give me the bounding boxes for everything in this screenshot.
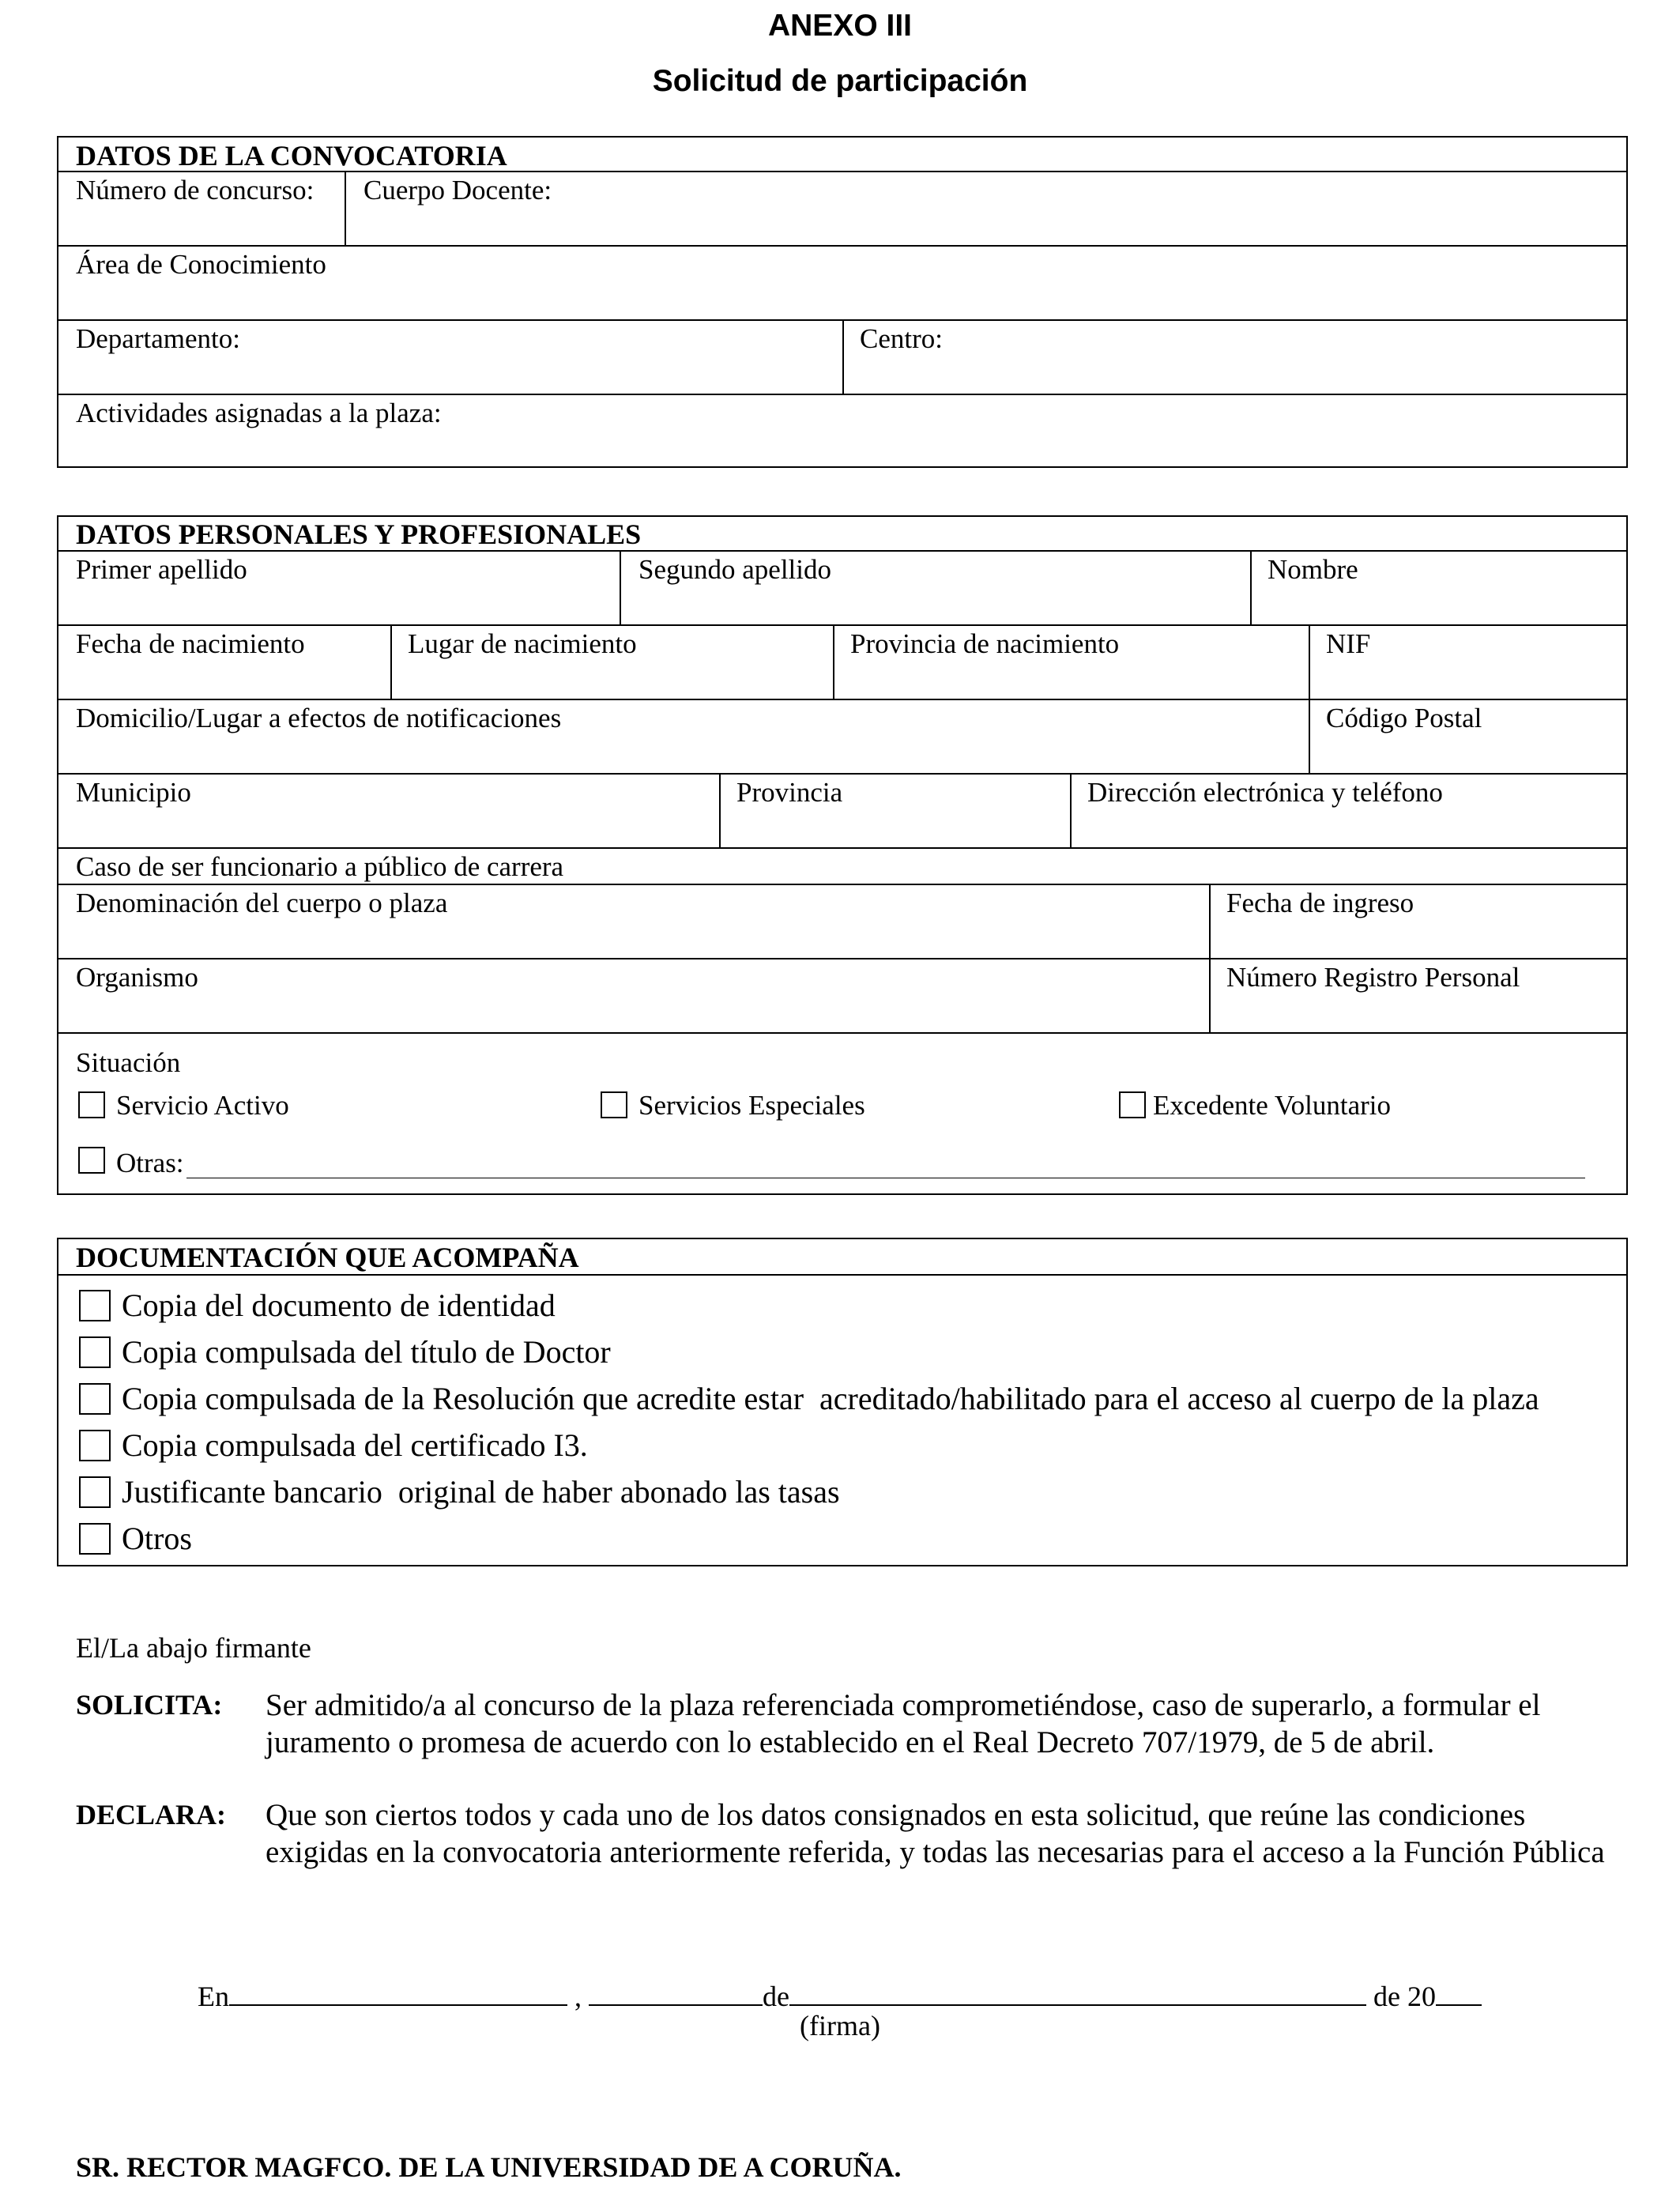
fecha-ingreso-field[interactable]: Fecha de ingreso [1226,888,1414,918]
de-year-label: de 20 [1373,1981,1436,2012]
otros-checkbox[interactable] [79,1523,111,1555]
dia-blank[interactable] [589,1977,763,2006]
solicita-label: SOLICITA: [76,1689,223,1721]
doc-identidad-checkbox[interactable] [79,1290,111,1321]
documentacion-section-title: DOCUMENTACIÓN QUE ACOMPAÑA [76,1242,579,1273]
excedente-voluntario-checkbox[interactable] [1119,1091,1146,1118]
numero-registro-field[interactable]: Número Registro Personal [1226,962,1520,993]
firma-caption: (firma) [800,2010,880,2041]
direccion-telefono-field[interactable]: Dirección electrónica y teléfono [1087,777,1443,808]
otros-label: Otros [122,1521,192,1556]
lugar-nacimiento-field[interactable]: Lugar de nacimiento [408,628,637,659]
resolucion-checkbox[interactable] [79,1383,111,1415]
mes-blank[interactable] [789,1977,1366,2006]
solicita-text: Ser admitido/a al concurso de la plaza referenciada comprometiéndose, caso de superarlo, a formular el juramento o promesa de acuerdo con lo establecido en el Real Decreto 707/1979, de 5 de abril. [266,1688,1541,1759]
actividades-field[interactable]: Actividades asignadas a la plaza: [76,398,442,428]
caso-funcionario-label: Caso de ser funcionario a público de carrera [76,851,564,882]
organismo-field[interactable]: Organismo [76,962,198,993]
en-label: En [198,1981,229,2012]
provincia-nacimiento-field[interactable]: Provincia de nacimiento [850,628,1120,659]
situacion-label: Situación [76,1047,181,1078]
excedente-voluntario-label: Excedente Voluntario [1153,1090,1391,1121]
comma-label: , [574,1981,582,2012]
codigo-postal-field[interactable]: Código Postal [1326,703,1482,733]
municipio-field[interactable]: Municipio [76,777,191,808]
convocatoria-section-title: DATOS DE LA CONVOCATORIA [76,140,507,172]
declara-label: DECLARA: [76,1799,227,1830]
certificado-i3-label: Copia compulsada del certificado I3. [122,1427,588,1463]
provincia-field[interactable]: Provincia [736,777,843,808]
footer-addressee: SR. RECTOR MAGFCO. DE LA UNIVERSIDAD DE A CORUÑA. [76,2151,902,2183]
area-conocimiento-field[interactable]: Área de Conocimiento [76,249,326,280]
otras-checkbox[interactable] [78,1147,105,1174]
segundo-apellido-field[interactable]: Segundo apellido [638,554,831,585]
firma-line [198,1977,1482,2012]
otras-label: Otras: [116,1148,184,1178]
servicios-especiales-label: Servicios Especiales [638,1090,865,1121]
fecha-nacimiento-field[interactable]: Fecha de nacimiento [76,628,305,659]
titulo-doctor-label: Copia compulsada del título de Doctor [122,1334,611,1370]
titulo-doctor-checkbox[interactable] [79,1336,111,1368]
primer-apellido-field[interactable]: Primer apellido [76,554,247,585]
form-title: Solicitud de participación [652,64,1028,98]
lugar-blank[interactable] [229,1977,567,2006]
year-blank[interactable] [1436,1977,1482,2006]
personales-section-title: DATOS PERSONALES Y PROFESIONALES [76,518,642,550]
denominacion-field[interactable]: Denominación del cuerpo o plaza [76,888,448,918]
doc-identidad-label: Copia del documento de identidad [122,1287,556,1323]
nif-field[interactable]: NIF [1326,628,1371,659]
domicilio-field[interactable]: Domicilio/Lugar a efectos de notificaciones [76,703,562,733]
firmante-text: El/La abajo firmante [76,1632,311,1664]
resolucion-label: Copia compulsada de la Resolución que acredite estar acreditado/habilitado para el acceso al cuerpo de la plaza [122,1381,1539,1416]
de-label: de [763,1981,789,2012]
departamento-field[interactable]: Departamento: [76,323,240,354]
servicio-activo-checkbox[interactable] [78,1091,105,1118]
numero-concurso-field[interactable]: Número de concurso: [76,175,315,205]
nombre-field[interactable]: Nombre [1268,554,1358,585]
certificado-i3-checkbox[interactable] [79,1430,111,1461]
centro-field[interactable]: Centro: [860,323,943,354]
declara-text: Que son ciertos todos y cada uno de los datos consignados en esta solicitud, que reúne las condiciones exigidas en la convocatoria anteriormente referida, y todas las necesarias para el acceso a la Función Pública [266,1798,1605,1869]
justificante-checkbox[interactable] [79,1476,111,1508]
servicios-especiales-checkbox[interactable] [601,1091,627,1118]
annex-title: ANEXO III [767,9,913,43]
justificante-label: Justificante bancario original de haber abonado las tasas [122,1474,840,1510]
cuerpo-docente-field[interactable]: Cuerpo Docente: [363,175,552,205]
servicio-activo-label: Servicio Activo [116,1090,289,1121]
